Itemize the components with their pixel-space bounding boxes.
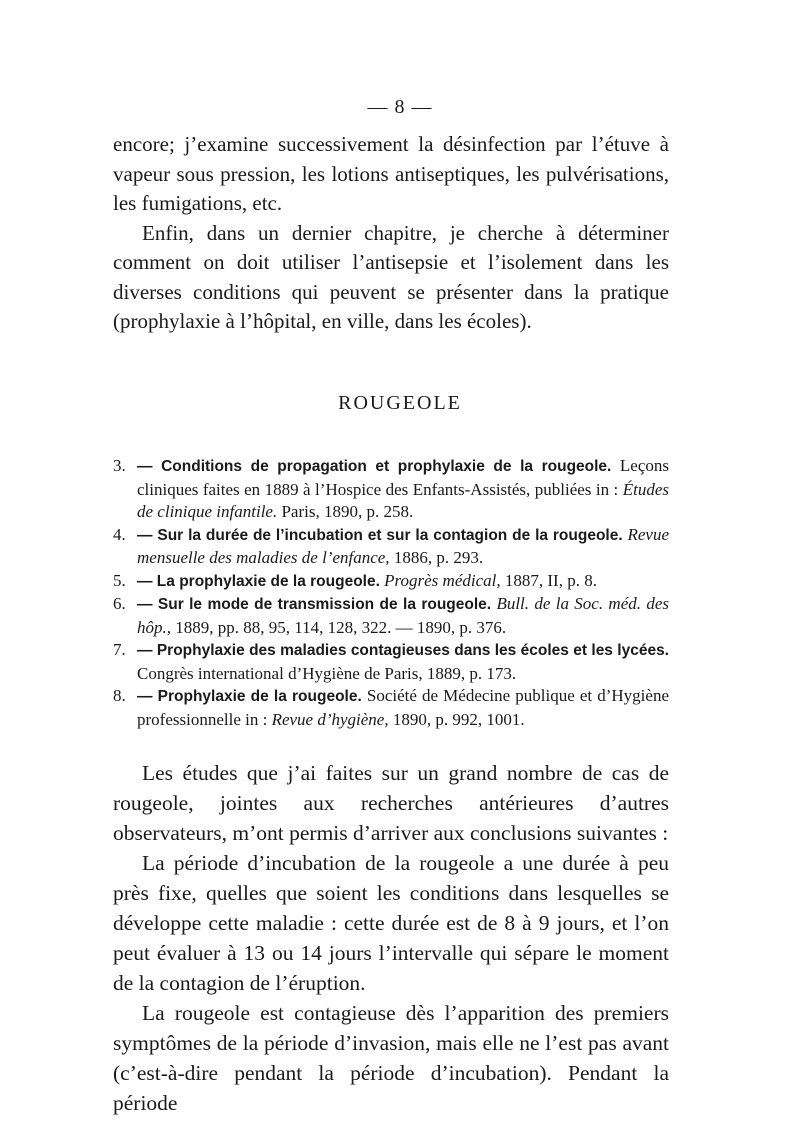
- reference-journal: Études de clinique infantile.: [137, 479, 669, 521]
- reference-item: [113, 685, 669, 731]
- conclusions-paragraph-1: Les études que j’ai faites sur un grand nombre de cas de rougeole, jointes aux recherches antérieures d’autres observateurs, m’ont permis d’arriver aux conclusions suivantes :: [113, 761, 669, 845]
- reference-item: [113, 524, 669, 570]
- conclusions-text: [113, 758, 669, 1118]
- page-number: — 8 —: [367, 96, 433, 118]
- reference-number: 4.: [113, 524, 126, 544]
- reference-journal: Progrès médical,: [384, 570, 501, 590]
- conclusions-paragraph-3: La rougeole est contagieuse dès l’apparition des premiers symptômes de la période d’invasion, mais elle ne l’est pas avant (c’est-à-dire pendant la période d’incubation). Pendant la période: [113, 1001, 669, 1115]
- reference-text: Société de Médecine publique et d’Hygiène professionnelle in :: [137, 686, 669, 729]
- reference-item: [113, 455, 669, 524]
- reference-title: — Sur la durée de l’incubation et sur la contagion de la rougeole.: [137, 526, 623, 544]
- conclusions-paragraph-2: La période d’incubation de la rougeole a une durée à peu près fixe, quelles que soient les conditions dans lesquelles se développe cette maladie : cette durée est de 8 à 9 jours, et l’on peut évaluer à 13 ou 14 jours l’intervalle qui sépare le moment de la contagion de l’éruption.: [113, 851, 669, 995]
- reference-details: 1890, p. 992, 1001.: [388, 709, 525, 729]
- intro-paragraph-1: encore; j’examine successivement la désinfection par l’étuve à vapeur sous pression, les lotions antiseptiques, les pulvérisations, les fumigations, etc.: [113, 132, 669, 215]
- reference-item: [113, 570, 669, 594]
- reference-journal: Revue mensuelle des maladies de l’enfance,: [137, 524, 670, 567]
- reference-journal: Bull. de la Soc. méd. des hôp.,: [137, 594, 670, 637]
- reference-details: 1886, p. 293.: [389, 548, 484, 567]
- reference-list: [113, 455, 669, 731]
- reference-number: 8.: [113, 686, 126, 705]
- reference-number: 7.: [113, 640, 126, 659]
- reference-title: — La prophylaxie de la rougeole.: [137, 572, 380, 590]
- reference-title: — Sur le mode de transmission de la rougeole.: [137, 596, 492, 613]
- reference-details: Paris, 1890, p. 258.: [277, 502, 414, 521]
- reference-details: 1887, II, p. 8.: [500, 570, 597, 590]
- reference-title: — Prophylaxie de la rougeole.: [137, 688, 362, 705]
- section-title: ROUGEOLE: [338, 392, 462, 414]
- reference-journal: Revue d’hygiène,: [271, 709, 389, 729]
- reference-title: — Conditions de propagation et prophylaxie de la rougeole.: [137, 458, 612, 475]
- reference-item: [113, 639, 669, 685]
- reference-text: Congrès international d’Hygiène de Paris, 1889, p. 173.: [137, 663, 517, 683]
- intro-text: [113, 130, 669, 337]
- reference-details: 1889, pp. 88, 95, 114, 128, 322. — 1890, p. 376.: [171, 617, 507, 637]
- reference-number: 3.: [113, 456, 126, 475]
- intro-paragraph-2: Enfin, dans un dernier chapitre, je cherche à déterminer comment on doit utiliser l’antisepsie et l’isolement dans les diverses conditions qui peuvent se présenter dans la pratique (prophylaxie à l’hôpital, en ville, dans les écoles).: [113, 220, 669, 333]
- reference-item: [113, 593, 669, 639]
- reference-text: Leçons cliniques faites en 1889 à l’Hospice des Enfants-Assistés, publiées in :: [137, 456, 670, 499]
- reference-title: — Prophylaxie des maladies contagieuses dans les écoles et les lycées.: [137, 642, 669, 659]
- reference-number: 5.: [113, 570, 126, 590]
- reference-number: 6.: [113, 594, 126, 613]
